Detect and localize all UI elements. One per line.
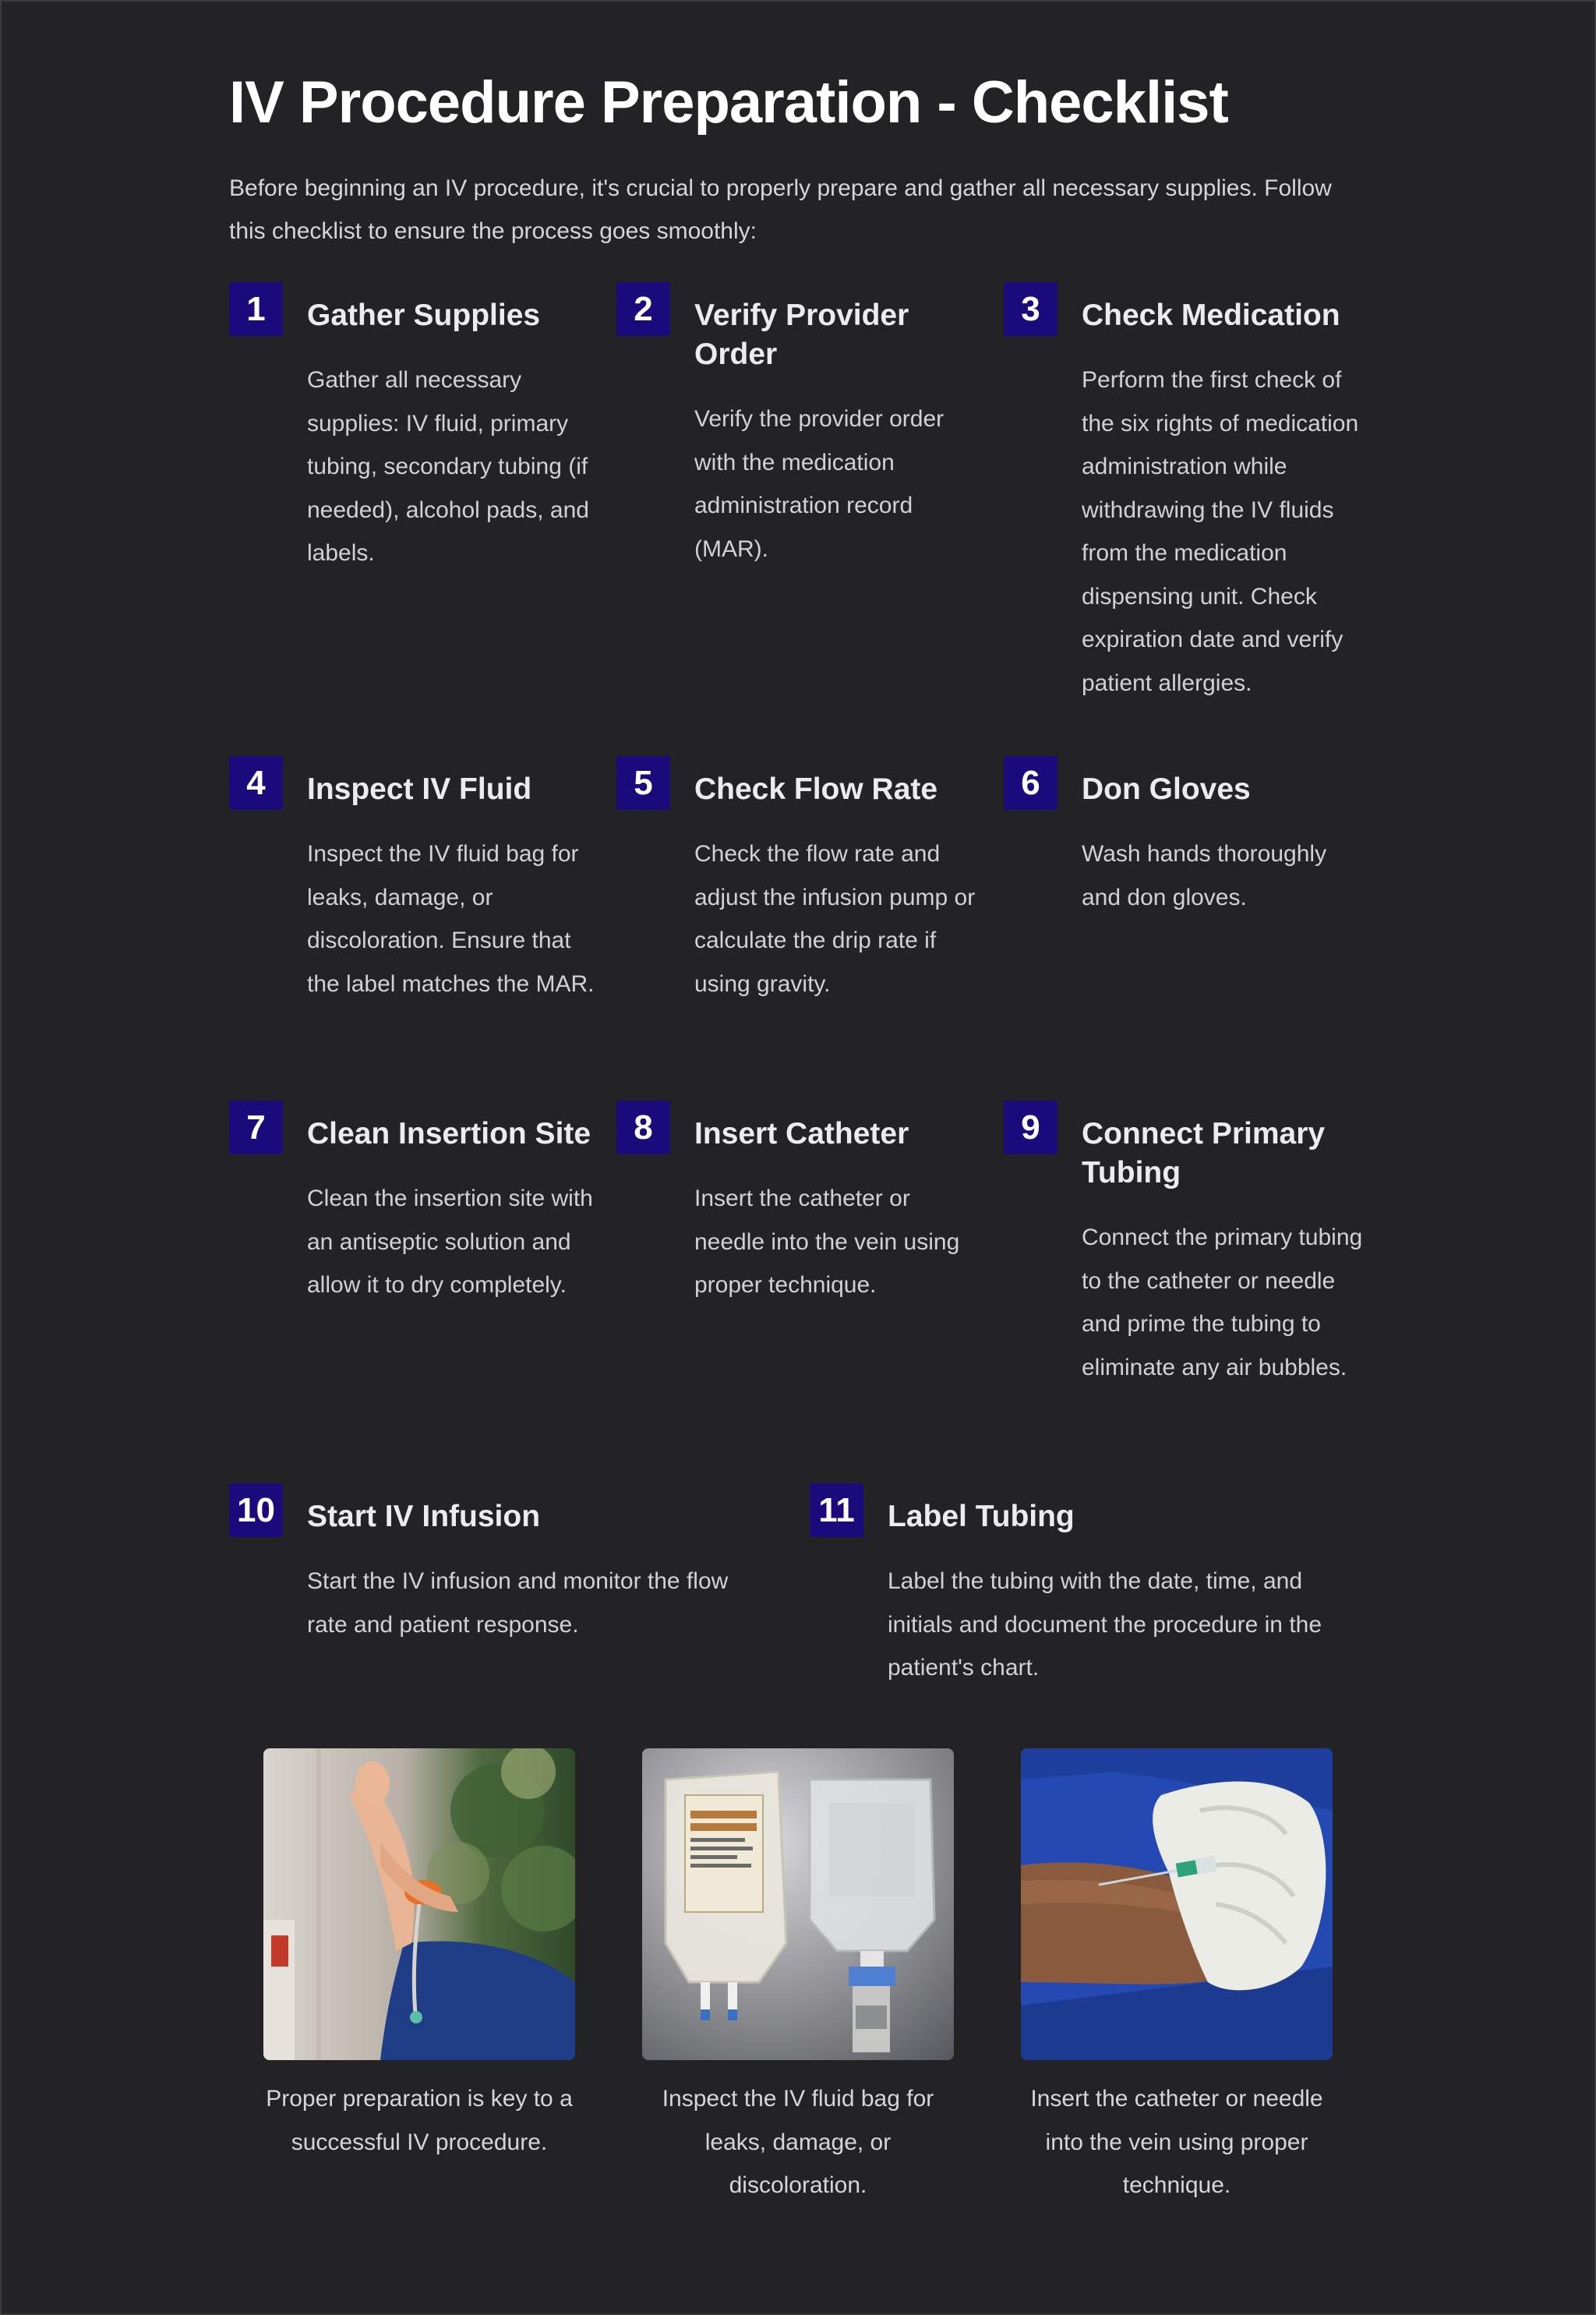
step-number-badge: 1 — [229, 282, 283, 336]
step-title: Verify Provider Order — [694, 299, 909, 371]
catheter-insertion-photo — [1021, 1748, 1333, 2060]
step-description: Clean the insertion site with an antiseptic solution and allow it to dry completely. — [307, 1186, 593, 1298]
step-number-badge: 10 — [229, 1483, 283, 1537]
photo-caption: Inspect the IV fluid bag for leaks, damage, or discoloration. — [662, 2086, 934, 2198]
step-title: Label Tubing — [888, 1500, 1075, 1533]
step-title: Check Medication — [1082, 299, 1340, 332]
page-title: IV Procedure Preparation - Checklist — [229, 69, 1228, 136]
step-description: Verify the provider order with the medication administration record (MAR). — [694, 406, 945, 562]
step-description: Perform the first check of the six rights of medication administration while withdrawing the IV fluids from the medication dispensing unit. Check expiration date and verify patient allergies. — [1082, 367, 1359, 696]
step-title: Inspect IV Fluid — [307, 772, 532, 806]
photo-card — [642, 1748, 954, 2207]
step-number-badge: 9 — [1004, 1101, 1058, 1154]
step-title: Check Flow Rate — [694, 772, 938, 806]
intro-paragraph: Before beginning an IV procedure, it's crucial to properly prepare and gather all necessary supplies. Follow this checklist to ensure the process goes smoothly: — [229, 175, 1332, 244]
step-title: Insert Catheter — [694, 1117, 909, 1150]
step-description: Label the tubing with the date, time, and initials and document the procedure in the patient's chart. — [888, 1568, 1322, 1681]
step-title: Gather Supplies — [307, 299, 541, 332]
photo-card — [263, 1748, 575, 2164]
step-description: Wash hands thoroughly and don gloves. — [1082, 841, 1327, 910]
step-description: Check the flow rate and adjust the infusion pump or calculate the drip rate if using gravity. — [694, 841, 976, 997]
step-title: Clean Insertion Site — [307, 1117, 591, 1150]
step-title: Don Gloves — [1082, 772, 1251, 806]
step-title: Start IV Infusion — [307, 1500, 541, 1533]
step-number-badge: 2 — [616, 282, 670, 336]
step-description: Insert the catheter or needle into the vein using proper technique. — [694, 1186, 960, 1298]
photo-caption: Proper preparation is key to a successful IV procedure. — [266, 2086, 573, 2155]
photo-card — [1021, 1748, 1333, 2207]
step-number-badge: 4 — [229, 756, 283, 810]
iv-fluid-bags-photo — [642, 1748, 954, 2060]
step-number-badge: 5 — [616, 756, 670, 810]
step-description: Start the IV infusion and monitor the flow rate and patient response. — [307, 1568, 729, 1638]
step-number-badge: 11 — [810, 1483, 863, 1537]
step-description: Connect the primary tubing to the catheter or needle and prime the tubing to eliminate any air bubbles. — [1082, 1225, 1363, 1380]
nurse-adjusting-iv-photo — [263, 1748, 575, 2060]
step-number-badge: 6 — [1004, 756, 1058, 810]
step-number-badge: 8 — [616, 1101, 670, 1154]
photo-caption: Insert the catheter or needle into the vein using proper technique. — [1030, 2086, 1323, 2198]
step-description: Inspect the IV fluid bag for leaks, damage, or discoloration. Ensure that the label matches the MAR. — [307, 841, 595, 997]
step-title: Connect Primary Tubing — [1082, 1117, 1326, 1189]
step-number-badge: 3 — [1004, 282, 1058, 336]
step-number-badge: 7 — [229, 1101, 283, 1154]
step-description: Gather all necessary supplies: IV fluid, primary tubing, secondary tubing (if needed), alcohol pads, and labels. — [307, 367, 589, 566]
